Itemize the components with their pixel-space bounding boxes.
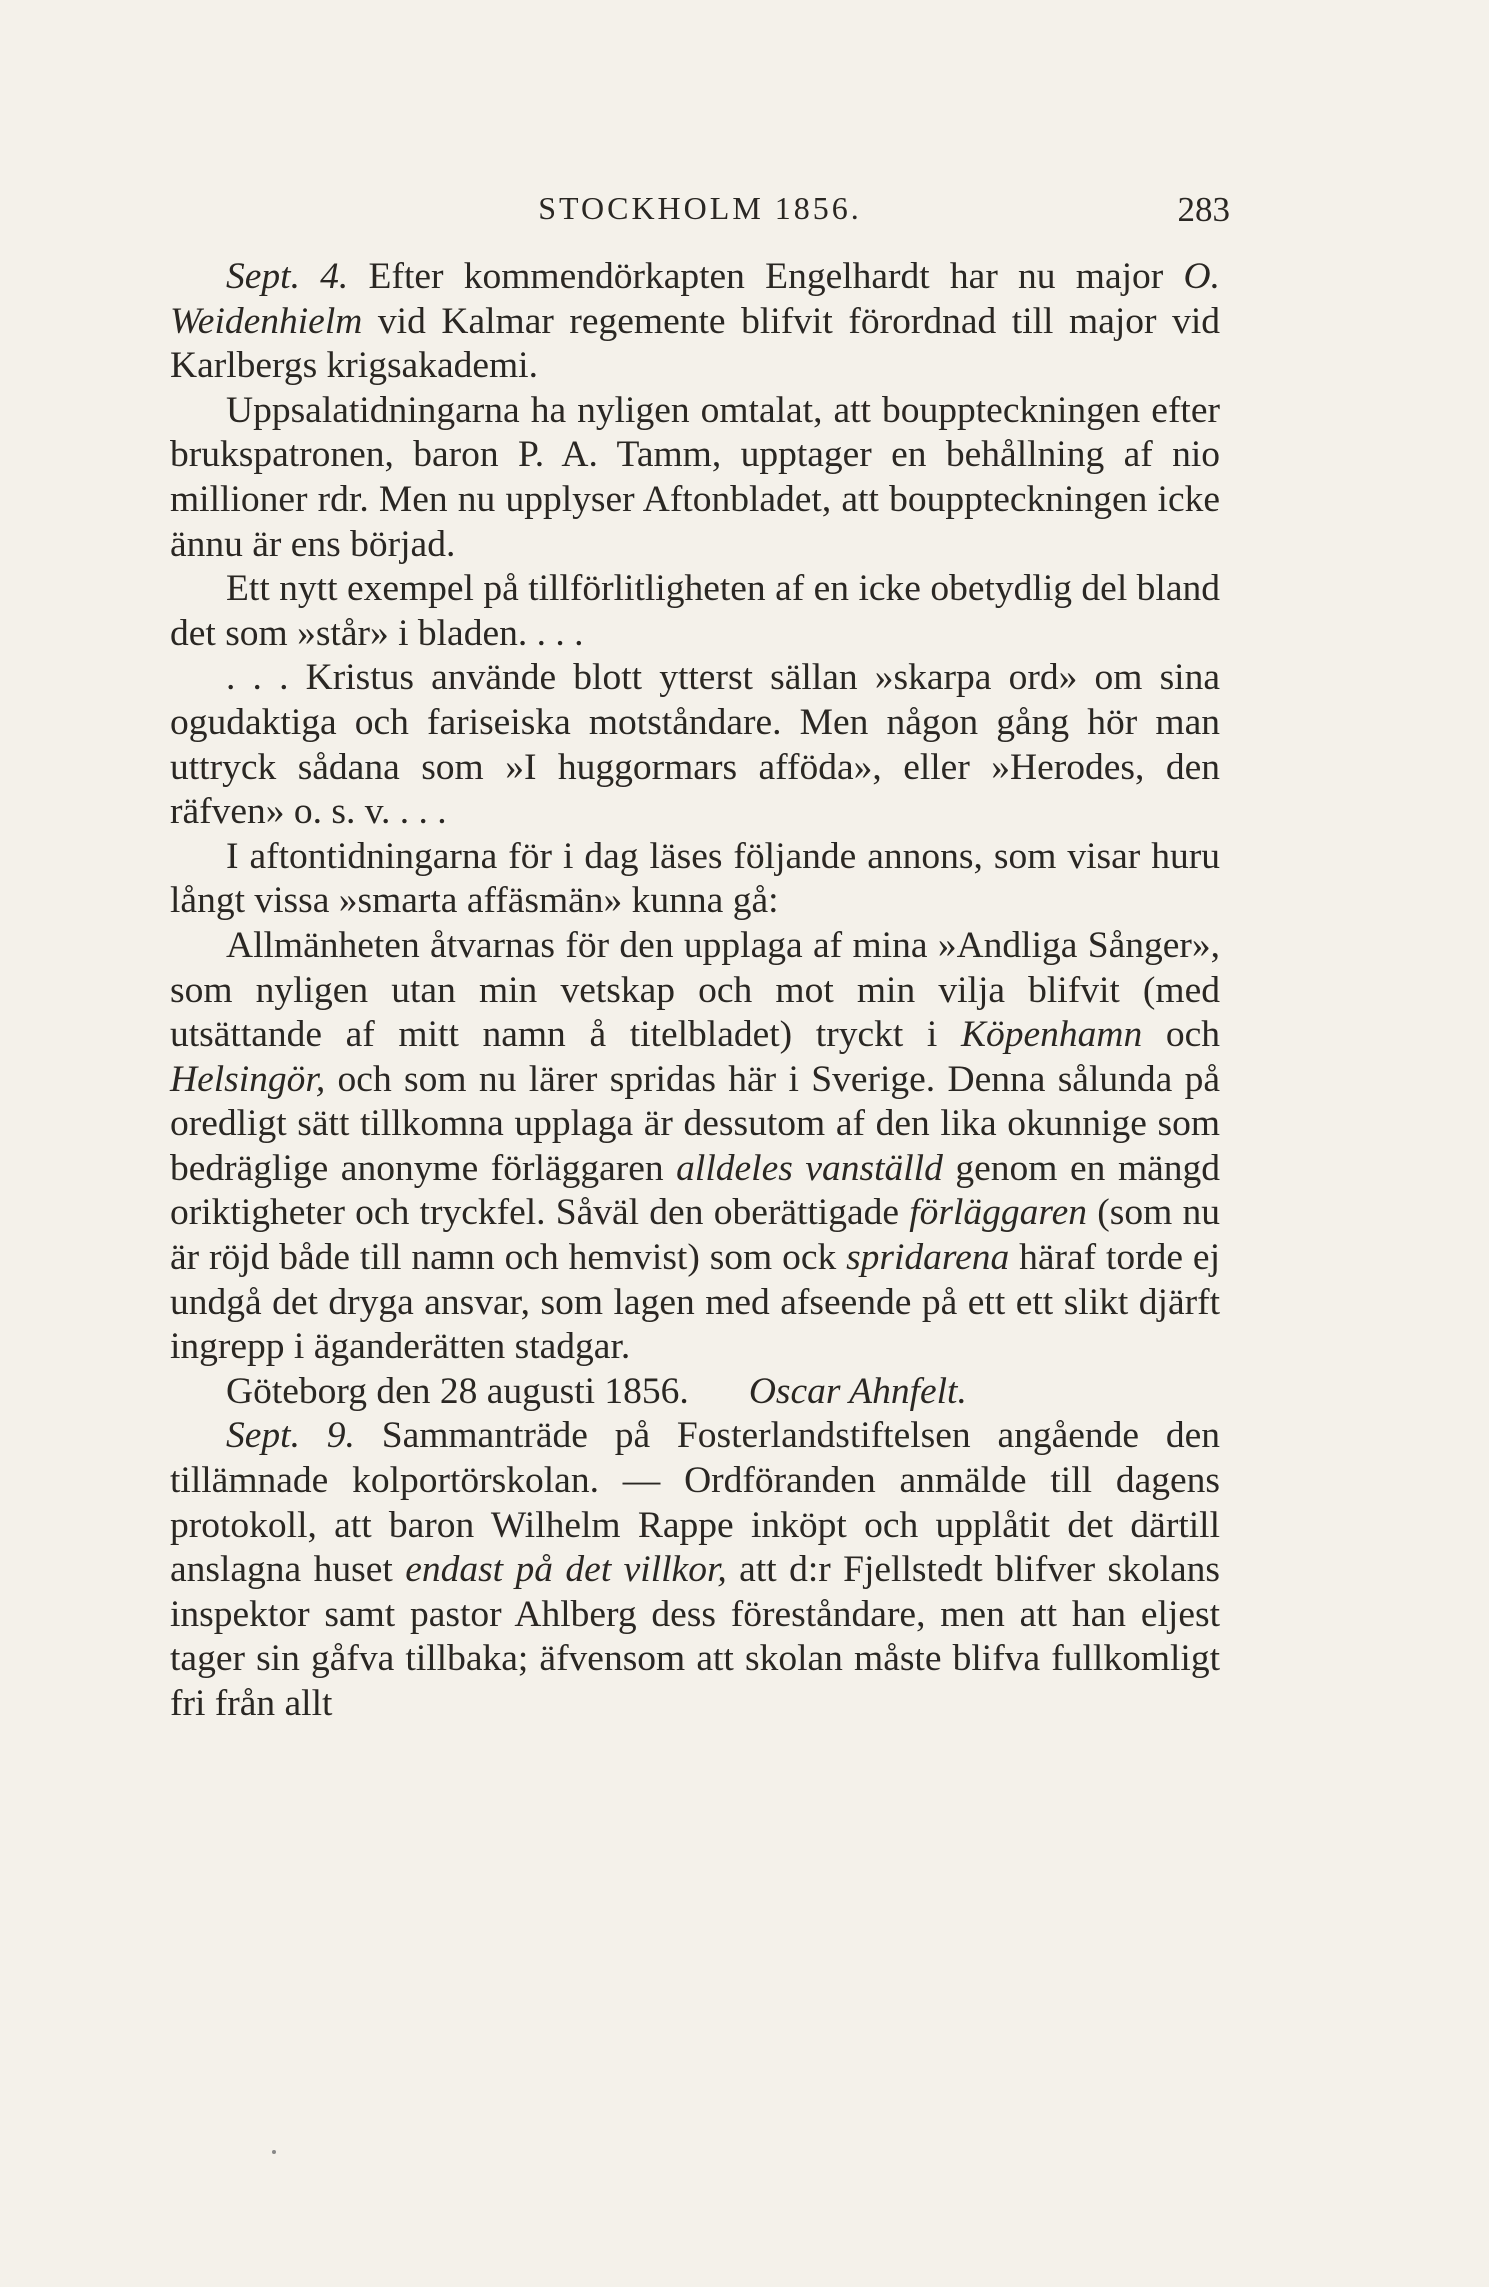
person-name: O. Weidenhielm — [170, 256, 1220, 342]
italic-span: spridarena — [846, 1237, 1010, 1279]
paper-speck — [272, 2150, 276, 2154]
italic-span: förläggaren — [909, 1192, 1088, 1234]
text-span: och — [1142, 1014, 1220, 1056]
italic-span: Helsingör, — [170, 1058, 326, 1100]
paragraph-sept-9 — [170, 1414, 1220, 1726]
text-span: Allmänheten åtvarnas för den upplaga af mina »Andliga Sånger», som nyligen utan min vetskap och mot min vilja blifvit (med utsättande af mitt namn å titelbladet) tryckt i — [170, 924, 1220, 1056]
text-span: att d:r Fjellstedt blifver skolans inspektor samt pastor Ahlberg dess föreståndare, men att han eljest tager sin gåfva tillbaka; äfvensom att skolan måste blifva fullkomligt fri från allt — [170, 1549, 1221, 1724]
italic-span: endast på det villkor, — [405, 1549, 727, 1591]
signature: Oscar Ahnfelt. — [748, 1370, 967, 1412]
paragraph-kristus: . . . Kristus använde blott ytterst sällan »skarpa ord» om sina ogudaktiga och fariseiska motståndare. Men någon gång hör man uttryck sådana som »I huggormars afföda», eller »Herodes, den räfven» o. s. v. . . . — [170, 657, 1220, 833]
paragraph-ett-nytt: Ett nytt exempel på tillförlitligheten af en icke obetydlig del bland det som »står» i bladen. . . . — [170, 568, 1220, 654]
text-span: och som nu lärer spridas här i Sverige. Denna sålunda på oredligt sätt tillkomna upplaga är dessutom af den lika okunnige som bedräglige anonyme förläggaren — [170, 1058, 1220, 1189]
text-span: (som nu är röjd både till namn och hemvist) som ock — [170, 1192, 1220, 1279]
page-number: 283 — [1177, 190, 1230, 229]
paragraph-aftontidningarna: I aftontidningarna för i dag läses följande annons, som visar huru långt vissa »smarta affäsmän» kunna gå: — [170, 835, 1220, 922]
italic-span: alldeles vanställd — [676, 1147, 943, 1189]
dateline — [170, 1370, 1220, 1415]
entry-date: Sept. 9. — [226, 1415, 355, 1457]
text-span: genom en mängd oriktigheter och tryckfel. Såväl den oberättigade — [170, 1147, 1221, 1234]
page-header — [170, 190, 1230, 240]
text-span: häraf torde ej undgå det dryga ansvar, som lagen med afseende på ett ett slikt djärft ingrepp i äganderätten stadgar. — [170, 1237, 1220, 1368]
place-date: Göteborg den 28 augusti 1856. — [226, 1370, 689, 1412]
text-span: Efter kommendörkapten Engelhardt har nu major — [348, 256, 1184, 297]
text-span: Sammanträde på Fosterlandstiftelsen angående den tillämnade kolportörskolan. — Ordföranden anmälde till dagens protokoll, att baron Wilhelm Rappe inköpt och upplåtit det därtill anslagna huset — [170, 1415, 1220, 1591]
body-text — [170, 255, 1220, 1727]
running-title: STOCKHOLM 1856. — [538, 190, 862, 226]
paragraph-annons — [170, 924, 1220, 1370]
entry-date: Sept. 4. — [226, 256, 349, 297]
paragraph-uppsala: Uppsalatidningarna ha nyligen omtalat, att bouppteckningen efter brukspatronen, baron P. A. Tamm, upptager en behållning af nio millioner rdr. Men nu upplyser Aftonbladet, att bouppteckningen icke ännu är ens börjad. — [170, 389, 1220, 565]
text-span: vid Kalmar regemente blifvit förordnad till major vid Karlbergs krigsakademi. — [170, 300, 1220, 387]
italic-span: Köpenhamn — [960, 1014, 1143, 1056]
paragraph-sept-4 — [170, 255, 1220, 389]
